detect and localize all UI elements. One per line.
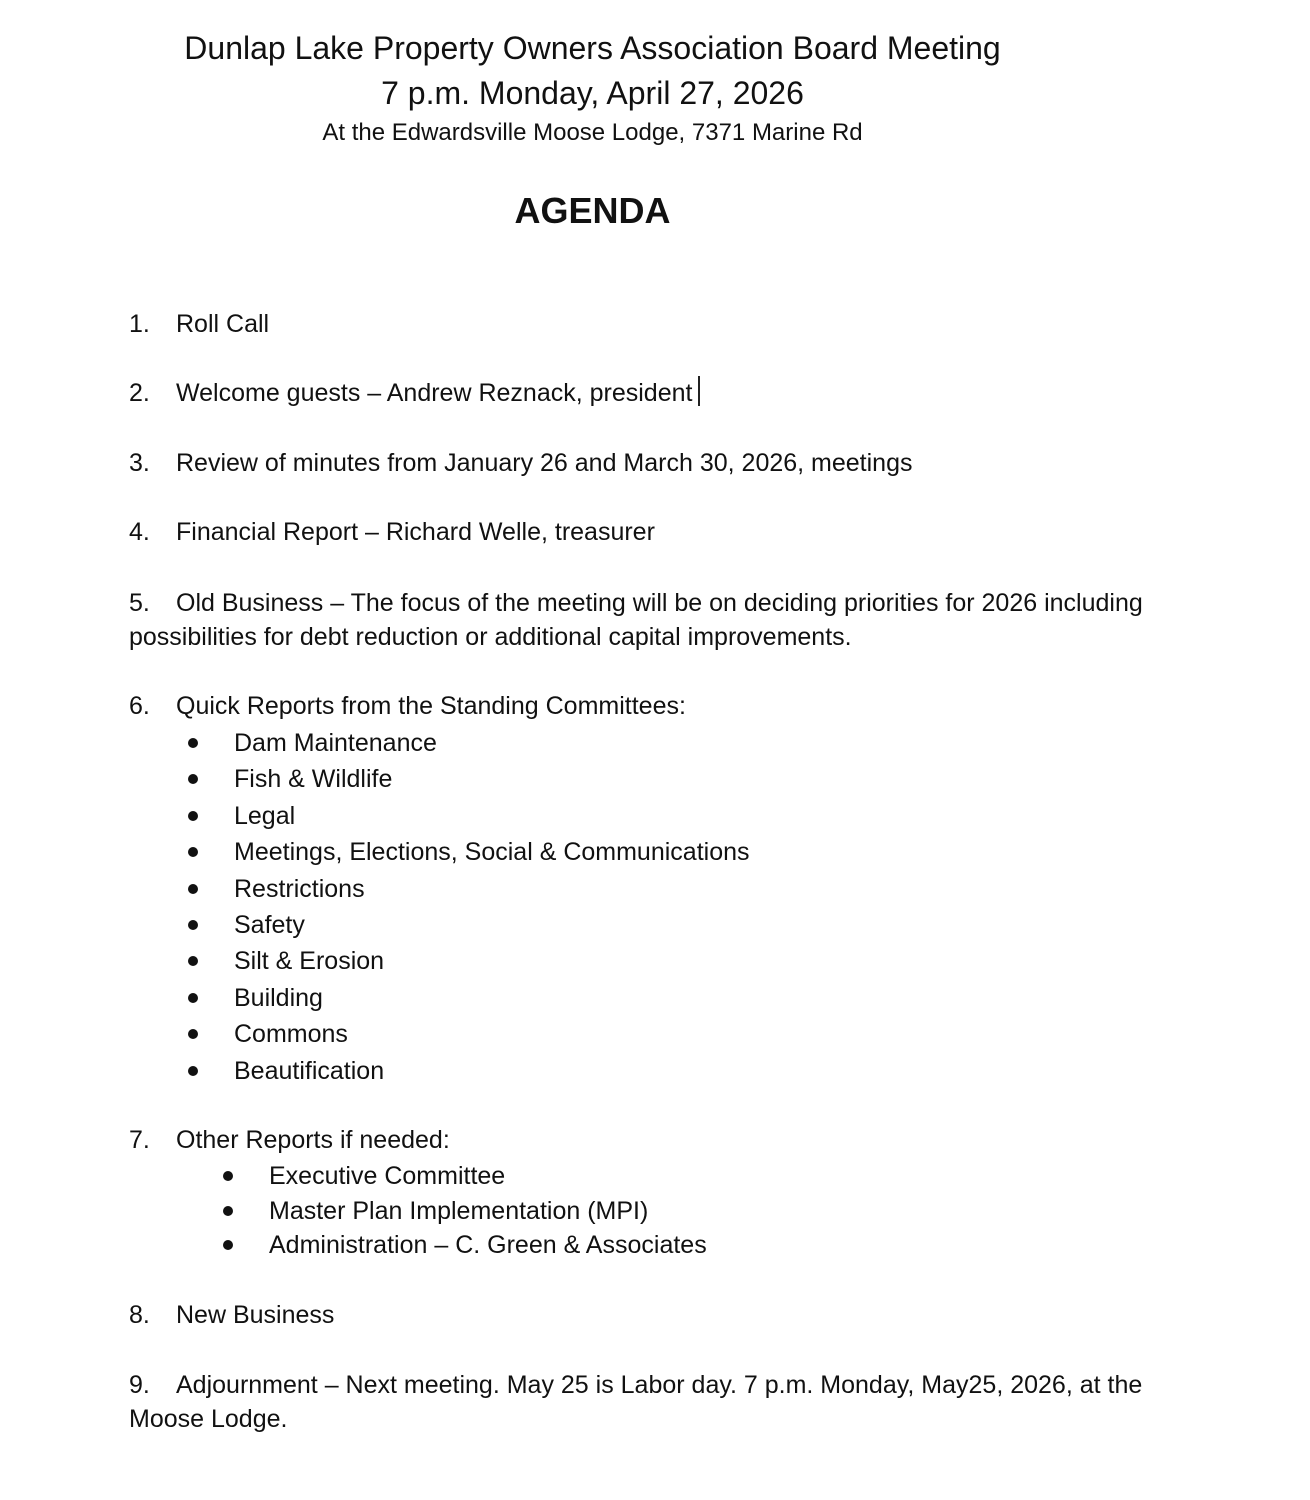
agenda-item-financial-report: [129, 515, 1209, 549]
bullet-icon: [188, 1066, 198, 1076]
list-item: Meetings, Elections, Social & Communications: [187, 834, 750, 870]
agenda-item-text: Review of minutes from January 26 and March 30, 2026, meetings: [176, 449, 913, 477]
list-item: Legal: [187, 798, 750, 834]
list-item: Safety: [187, 907, 750, 943]
bullet-icon: [223, 1171, 233, 1181]
document-title: Dunlap Lake Property Owners Association Board Meeting: [184, 30, 1001, 66]
agenda-item-text: Financial Report – Richard Welle, treasurer: [176, 518, 655, 546]
bullet-icon: [188, 884, 198, 894]
agenda-item-number: 4.: [129, 518, 150, 546]
list-item: Beautification: [187, 1053, 750, 1089]
agenda-item-number: 5.: [129, 589, 150, 617]
agenda-item-text: Old Business – The focus of the meeting will be on deciding priorities for 2026 including possibilities for debt reduction or additional capital improvements.: [129, 589, 1143, 651]
agenda-item-text: Roll Call: [176, 310, 270, 338]
agenda-item-text: Welcome guests – Andrew Reznack, president: [176, 379, 693, 407]
agenda-item-number: 8.: [129, 1301, 150, 1329]
list-item: Fish & Wildlife: [187, 761, 750, 797]
bullet-icon: [188, 774, 198, 784]
agenda-item-number: 6.: [129, 692, 150, 720]
bullet-icon: [223, 1206, 233, 1216]
list-item: Dam Maintenance: [187, 725, 750, 761]
agenda-item-review-minutes: [129, 446, 1209, 480]
agenda-item-text: Quick Reports from the Standing Committees:: [176, 692, 686, 720]
agenda-item-number: 9.: [129, 1371, 150, 1399]
committee-list: [187, 725, 750, 1089]
bullet-icon: [188, 993, 198, 1003]
list-item: Building: [187, 980, 750, 1016]
list-item: Restrictions: [187, 871, 750, 907]
list-item: Administration – C. Green & Associates: [222, 1228, 707, 1263]
bullet-icon: [188, 811, 198, 821]
list-item: Commons: [187, 1016, 750, 1052]
agenda-item-number: 7.: [129, 1126, 150, 1154]
agenda-item-number: 2.: [129, 379, 150, 407]
agenda-item-old-business: [129, 586, 1204, 654]
agenda-item-number: 3.: [129, 449, 150, 477]
agenda-item-text: Other Reports if needed:: [176, 1126, 450, 1154]
bullet-icon: [223, 1240, 233, 1250]
agenda-item-other-reports: [129, 1123, 1209, 1157]
bullet-icon: [188, 1029, 198, 1039]
agenda-item-welcome-guests: [129, 376, 1209, 410]
agenda-item-text: Adjournment – Next meeting. May 25 is Labor day. 7 p.m. Monday, May25, 2026, at the Moose Lodge.: [129, 1371, 1143, 1433]
list-item: Master Plan Implementation (MPI): [222, 1194, 707, 1229]
bullet-icon: [188, 738, 198, 748]
meeting-datetime: 7 p.m. Monday, April 27, 2026: [381, 75, 804, 111]
bullet-icon: [188, 847, 198, 857]
agenda-item-committee-reports: [129, 689, 1209, 723]
text-cursor: [698, 376, 700, 406]
agenda-item-text: New Business: [176, 1301, 335, 1329]
meeting-location: At the Edwardsville Moose Lodge, 7371 Marine Rd: [322, 119, 863, 146]
agenda-item-new-business: [129, 1298, 1209, 1332]
agenda-item-adjournment: [129, 1368, 1219, 1436]
agenda-item-number: 1.: [129, 310, 150, 338]
list-item: Executive Committee: [222, 1159, 707, 1194]
list-item: Silt & Erosion: [187, 943, 750, 979]
other-reports-list: [222, 1159, 707, 1263]
agenda-heading: AGENDA: [514, 190, 671, 231]
agenda-item-roll-call: [129, 307, 1209, 341]
bullet-icon: [188, 956, 198, 966]
bullet-icon: [188, 920, 198, 930]
